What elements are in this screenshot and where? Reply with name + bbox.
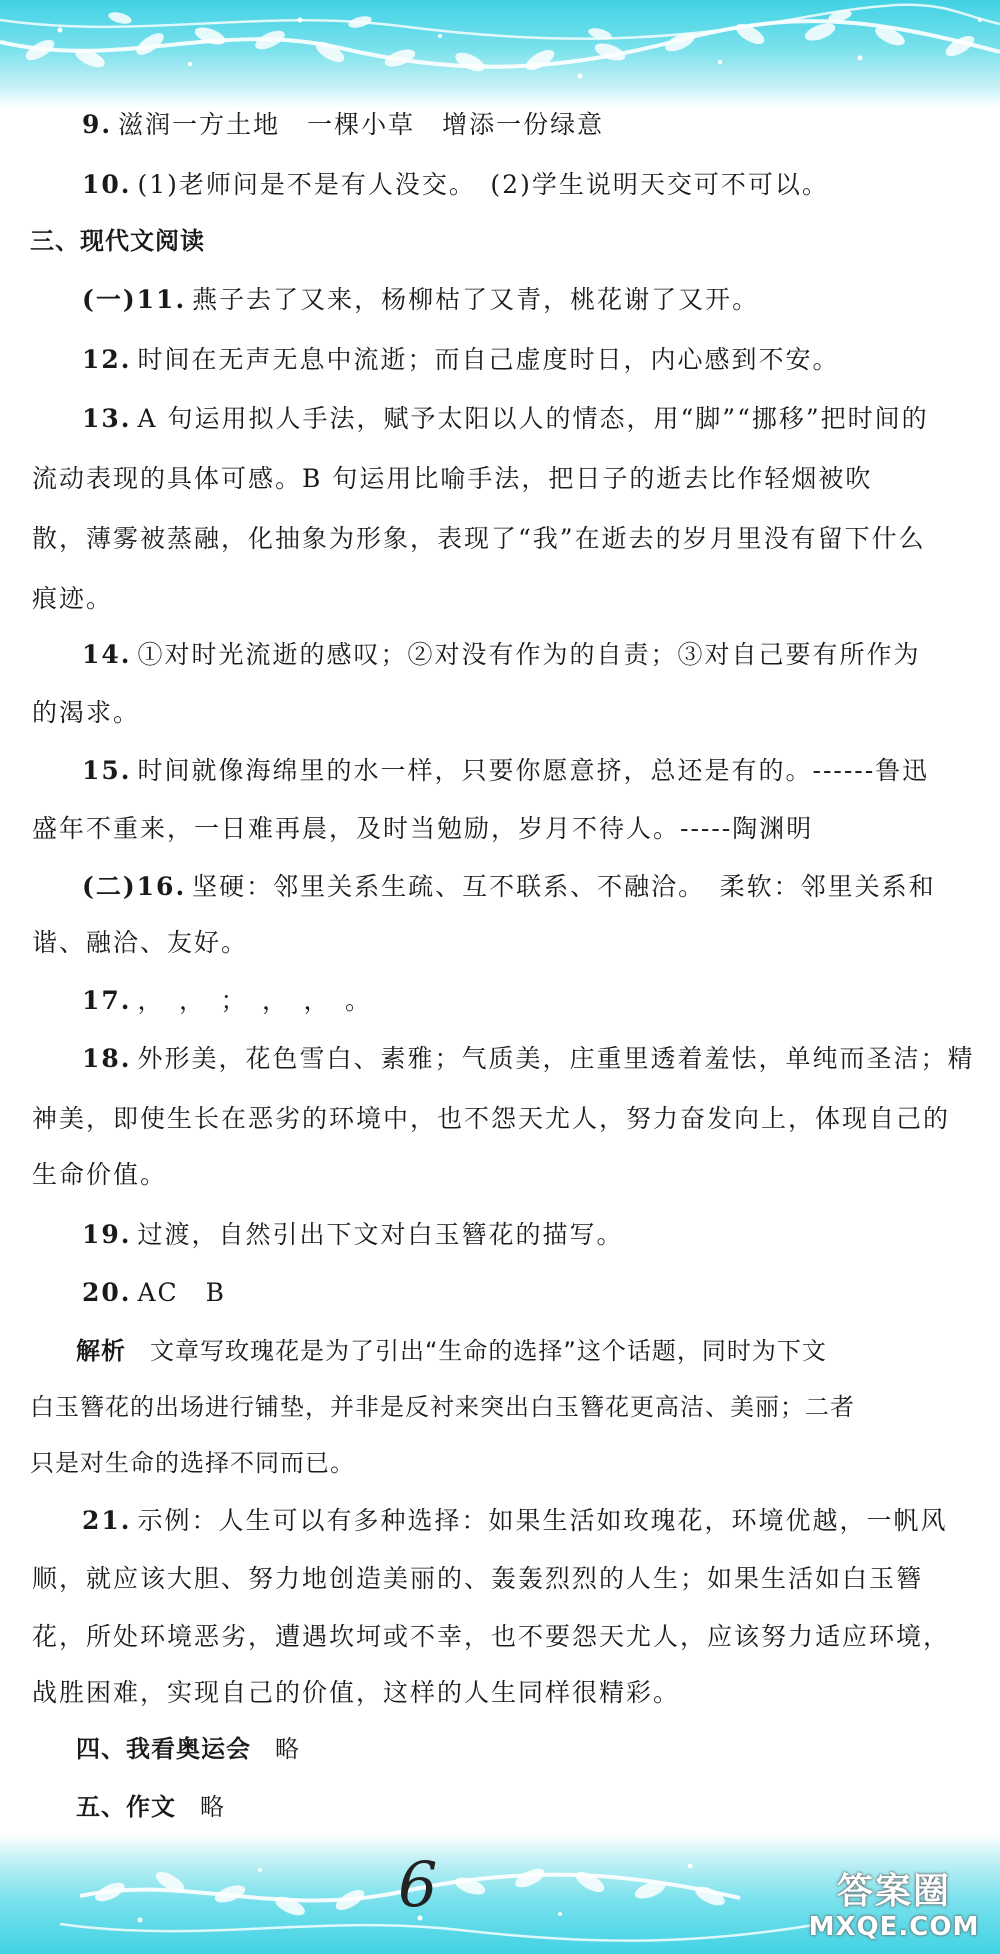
answer-16-line-2: 谐、融洽、友好。	[32, 928, 249, 957]
answer-12: 12. 时间在无声无息中流逝；而自己虚度时日，内心感到不安。	[82, 345, 840, 374]
watermark-logo	[804, 1872, 984, 1942]
answer-21-line-2: 顺，就应该大胆、努力地创造美丽的、轰轰烈烈的人生；如果生活如白玉簪	[32, 1564, 924, 1593]
answer-21-line-3: 花，所处环境恶劣，遭遇坎坷或不幸，也不要怨天尤人，应该努力适应环境，	[32, 1622, 951, 1651]
section-4-answer: 略	[275, 1735, 300, 1763]
answer-14-line-1: 14. ①对时光流逝的感叹；②对没有作为的自责；③对自己要有所作为	[82, 640, 921, 669]
answer-21-line-4: 战胜困难，实现自己的价值，这样的人生同样很精彩。	[32, 1678, 681, 1707]
answer-18-line-2: 神美，即使生长在恶劣的环境中，也不怨天尤人，努力奋发向上，体现自己的	[32, 1104, 951, 1133]
analysis-line-1: 解析 文章写玫瑰花是为了引出“生命的选择”这个话题，同时为下文	[76, 1337, 827, 1365]
analysis-line-3: 只是对生命的选择不同而已。	[30, 1449, 355, 1477]
answer-18-line-3: 生命价值。	[32, 1160, 168, 1189]
top-decorative-band	[0, 0, 1000, 108]
vine-decoration-top	[0, 0, 1000, 108]
section-5-answer: 略	[200, 1793, 225, 1821]
answer-18-line-1: 18. 外形美，花色雪白、素雅；气质美，庄重里透着羞怯，单纯而圣洁；精	[82, 1044, 975, 1073]
answer-9: 9. 滋润一方土地 一棵小草 增添一份绿意	[82, 110, 605, 139]
answer-11: (一)11. 燕子去了又来，杨柳枯了又青，桃花谢了又开。	[82, 285, 760, 314]
answer-13-line-3: 散，薄雾被蒸融，化抽象为形象，表现了“我”在逝去的岁月里没有留下什么	[32, 524, 926, 553]
page-number: 6	[398, 1848, 438, 1921]
answer-21-line-1: 21. 示例：人生可以有多种选择：如果生活如玫瑰花，环境优越，一帆风	[82, 1506, 948, 1535]
answer-17: 17. ， ， ； ， ， 。	[82, 986, 373, 1015]
section-5	[76, 1790, 225, 1824]
analysis-line-2: 白玉簪花的出场进行铺垫，并非是反衬来突出白玉簪花更高洁、美丽；二者	[30, 1393, 855, 1421]
answer-20: 20. AC B	[82, 1278, 227, 1307]
watermark-title: 答案圈	[836, 1871, 951, 1912]
answer-13-line-2: 流动表现的具体可感。B 句运用比喻手法，把日子的逝去比作轻烟被吹	[32, 464, 873, 493]
answer-13-line-1: 13. A 句运用拟人手法，赋予太阳以人的情态，用“脚”“挪移”把时间的	[82, 404, 929, 433]
section-4-heading: 四、我看奥运会	[76, 1735, 251, 1763]
section-4	[76, 1732, 300, 1766]
analysis-label: 解析	[76, 1337, 126, 1365]
answer-15-line-2: 盛年不重来，一日难再晨，及时当勉励，岁月不待人。-----陶渊明	[32, 814, 814, 843]
section-3-heading: 三、现代文阅读	[30, 227, 205, 255]
answer-19: 19. 过渡，自然引出下文对白玉簪花的描写。	[82, 1220, 624, 1249]
answer-13-line-4: 痕迹。	[32, 584, 114, 613]
answer-15-line-1: 15. 时间就像海绵里的水一样，只要你愿意挤，总还是有的。------鲁迅	[82, 756, 930, 785]
answer-16-line-1: (二)16. 坚硬：邻里关系生疏、互不联系、不融洽。 柔软：邻里关系和	[82, 872, 936, 901]
section-5-heading: 五、作文	[76, 1793, 176, 1821]
answer-14-line-2: 的渴求。	[32, 698, 141, 727]
answer-10: 10. (1)老师问是不是有人没交。 (2)学生说明天交可不可以。	[82, 170, 829, 199]
watermark-url: MXQE.COM	[808, 1912, 980, 1942]
